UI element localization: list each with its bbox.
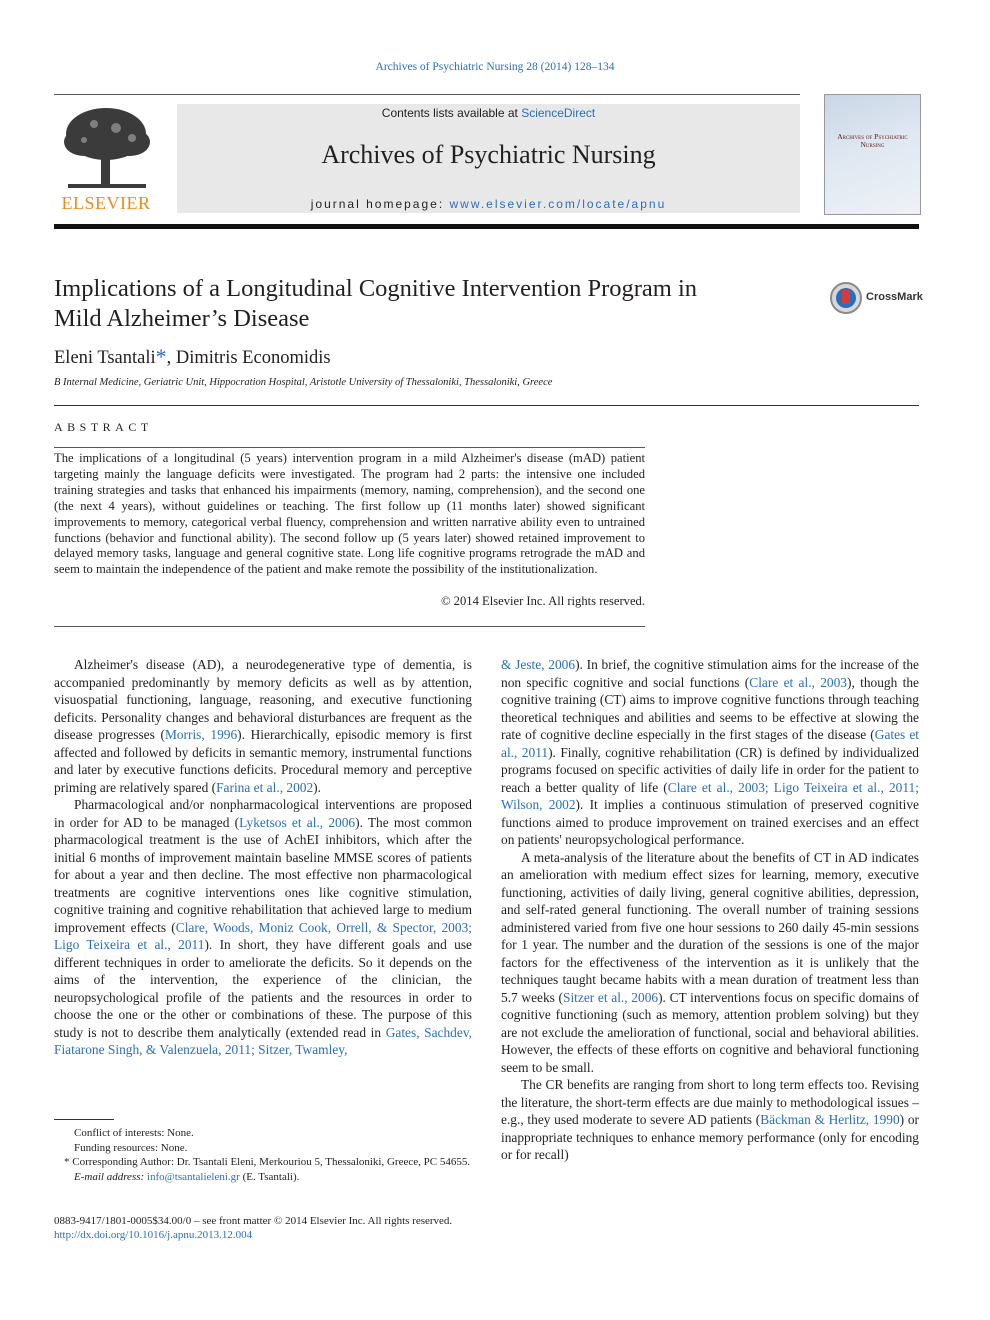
reference-link[interactable]: & Jeste, 2006: [501, 657, 576, 672]
abstract-copyright: © 2014 Elsevier Inc. All rights reserved.: [440, 594, 645, 608]
corresponding-author-mark[interactable]: *: [155, 344, 167, 369]
body-paragraph: & Jeste, 2006). In brief, the cognitive stimulation aims for the increase of the non specific cognitive and social functions (Clare et al., 2003), though the cognitive training (CT) aims to improve cognitive functions through teaching theoretical techniques and abilities and seems to be effective at slowing the rate of cognitive decline especially in the first stages of the disease (Gates et al., 2011). Finally, cognitive rehabilitation (CR) is defined by individualized programs focused on specific activities of daily life in order for the patient to reach a better quality of life (Clare et al., 2003; Ligo Teixeira et al., 2011; Wilson, 2002). It implies a continuous stimulation of preserved cognitive functions aimed to produce improvement on trained exercises and an effect on patients' neuropsychological performance.: [501, 657, 920, 847]
body-column-right: [501, 656, 919, 1164]
journal-homepage-line: [177, 197, 800, 211]
sciencedirect-link[interactable]: ScienceDirect: [521, 106, 596, 120]
footnote-corresponding-author: * Corresponding Author: Dr. Tsantali Eleni, Merkouriou 5, Thessaloniki, Greece, PC 54655.: [64, 1156, 471, 1169]
journal-cover-thumbnail[interactable]: [824, 94, 921, 215]
footnote-mark: *: [64, 1156, 70, 1169]
homepage-link[interactable]: www.elsevier.com/locate/apnu: [449, 197, 667, 211]
body-paragraph: Pharmacological and/or nonpharmacological interventions are proposed in order for AD to be managed (Lyketsos et al., 2006). The most common pharmacological treatment is the use of AchEI inhibitors, which after the initial 6 months of improvement maintain baseline MMSE scores of patients for about a year and then decline. The most effective non pharmacological treatments are cognitive interventions ones like cognitive stimulation, cognitive training and cognitive rehabilitation that achieved large to medium improvement effects (Clare, Woods, Moniz Cook, Orrell, & Spector, 2003; Ligo Teixeira et al., 2011). In short, they have different goals and use different techniques in order to ameliorate the deficits. So it depends on the aims of the intervention, the experience of the clinician, the neuropsychological profile of the patients and the resources in order to choose the one or the other or combinations of these. The purpose of this study is not to describe them analytically (extended read in Gates, Sachdev, Fiatarone Singh, & Valenzuela, 2011; Sitzer, Twamley,: [54, 797, 472, 1057]
reference-link[interactable]: Clare et al., 2003; Ligo Teixeira et al., 2011; Wilson, 2002: [501, 779, 919, 812]
author-affiliation: B Internal Medicine, Geriatric Unit, Hippocration Hospital, Aristotle University of Thessaloniki, Thessaloniki, Greece: [54, 377, 553, 388]
body-paragraph: Alzheimer's disease (AD), a neurodegenerative type of dementia, is accompanied predominantly by memory deficits as well as by attention, visuospatial functioning, language, reasoning, and executive functioning deficits. Personality changes and behavioral disturbances are frequent as the disease progresses (Morris, 1996). Hierarchically, episodic memory is first affected and followed by deficits in semantic memory, instrumental functions and later by executive functions deficits. Procedural memory and perceptive priming are relatively spared (Farina et al., 2002).: [54, 657, 472, 795]
article-title: [54, 274, 754, 334]
elsevier-wordmark: ELSEVIER: [61, 193, 151, 213]
issn-line: 0883-9417/1801-0005$34.00/0 – see front matter © 2014 Elsevier Inc. All rights reserved.: [54, 1215, 453, 1227]
author-name: , Dimitris Economidis: [166, 348, 331, 368]
header-thick-rule: [54, 224, 919, 229]
footnotes: [54, 1126, 472, 1185]
reference-link[interactable]: Sitzer et al., 2006: [563, 989, 659, 1005]
header-top-rule: [54, 94, 800, 95]
body-paragraph: A meta-analysis of the literature about the benefits of CT in AD indicates an amelioration with medium effect sizes for learning, memory, executive functioning, activities of daily living, general cognitive abilities, depression, and self-rated general functioning. The overall number of training sessions administered varied from five one hour sessions to 260 daily 45-min sessions for 1 year. The number and the duration of the sessions is one of the major factors for the effectiveness of the intervention as it is unlikely that the techniques taught became habits with a mean duration of treatment less than 5.7 weeks (Sitzer et al., 2006). CT interventions focus on specific domains of cognitive functioning (such as memory, attention problem solving) but they are not exclude the amelioration of functional, social and behavioral abilities. However, the effects of these efforts on cognitive and behavioral functioning seem to be small.: [501, 849, 919, 1075]
email-label: E-mail address:: [74, 1171, 147, 1184]
reference-link[interactable]: Bäckman & Herlitz, 1990: [760, 1112, 900, 1127]
doi-link[interactable]: http://dx.doi.org/10.1016/j.apnu.2013.12.004: [54, 1229, 253, 1241]
reference-link[interactable]: Morris, 1996: [164, 727, 238, 742]
author-list: [54, 344, 331, 370]
abstract-top-rule: [54, 447, 645, 448]
article-front-matter-info: [54, 1214, 452, 1242]
article-title-line2: Mild Alzheimer’s Disease: [54, 305, 310, 332]
footnote-funding: Funding resources: None.: [74, 1141, 188, 1154]
email-link[interactable]: info@tsantalieleni.gr: [146, 1171, 240, 1184]
body-column-left: [54, 656, 472, 1059]
body-paragraph: The CR benefits are ranging from short to long term effects too. Revising the literature, the short-term effects are due mainly to methodological issues – e.g., they used moderate to severe AD patients (Bäckman & Herlitz, 1990) or inappropriate techniques to enhance memory performance (only for encoding or for recall): [501, 1077, 920, 1162]
reference-link[interactable]: Lyketsos et al., 2006: [239, 814, 356, 830]
journal-citation[interactable]: Archives of Psychiatric Nursing 28 (2014) 128–134: [375, 61, 615, 73]
section-divider: [54, 405, 919, 406]
abstract-text: The implications of a longitudinal (5 years) intervention program in a mild Alzheimer's disease (mAD) patient targeting mainly the language deficits were investigated. The program had 2 parts: the intensive one included training strategies and tasks that enhanced his impairments (memory, naming, comprehension), and the second one (the next 4 years), without guidelines or teaching. The first follow up (11 months later) showed significant improvements to memory, categorical verbal fluency, comprehension and written narrative ability even to untrained functions (behavior and functional ability). The second follow up (5 years later) showed retained improvement to delayed memory tasks, language and general cognitive state. Long life cognitive programs retrograde the mAD and seem to maintain the independence of the patient and make remote the possibility of the institutionalization.: [54, 451, 645, 577]
reference-link[interactable]: Farina et al., 2002: [216, 779, 314, 795]
author-name: Eleni Tsantali: [54, 348, 156, 368]
contents-available-line: [177, 106, 800, 120]
article-title-line1: Implications of a Longitudinal Cognitive Intervention Program in: [54, 275, 698, 302]
crossmark-label[interactable]: CrossMark: [866, 291, 923, 303]
footnote-conflict: Conflict of interests: None.: [74, 1127, 194, 1139]
reference-link[interactable]: Clare, Woods, Moniz Cook, Orrell, & Spector, 2003; Ligo Teixeira et al., 2011: [54, 919, 472, 952]
footnote-rule: [54, 1119, 114, 1120]
reference-link[interactable]: Gates et al., 2011: [501, 727, 920, 760]
abstract-heading: ABSTRACT: [54, 420, 153, 434]
reference-link[interactable]: Gates, Sachdev, Fiatarone Singh, & Valenzuela, 2011; Sitzer, Twamley,: [54, 1024, 472, 1057]
crossmark-icon: [829, 281, 865, 315]
footnote-email: E-mail address: info@tsantalieleni.gr (E. Tsantali).: [74, 1171, 300, 1184]
cover-title: Archives of Psychiatric Nursing: [837, 132, 908, 149]
contents-prefix: Contents lists available at: [381, 106, 522, 120]
homepage-prefix: journal homepage:: [310, 197, 450, 211]
journal-title: Archives of Psychiatric Nursing: [321, 140, 656, 169]
abstract-bottom-rule: [54, 626, 645, 627]
reference-link[interactable]: Clare et al., 2003: [749, 674, 847, 690]
